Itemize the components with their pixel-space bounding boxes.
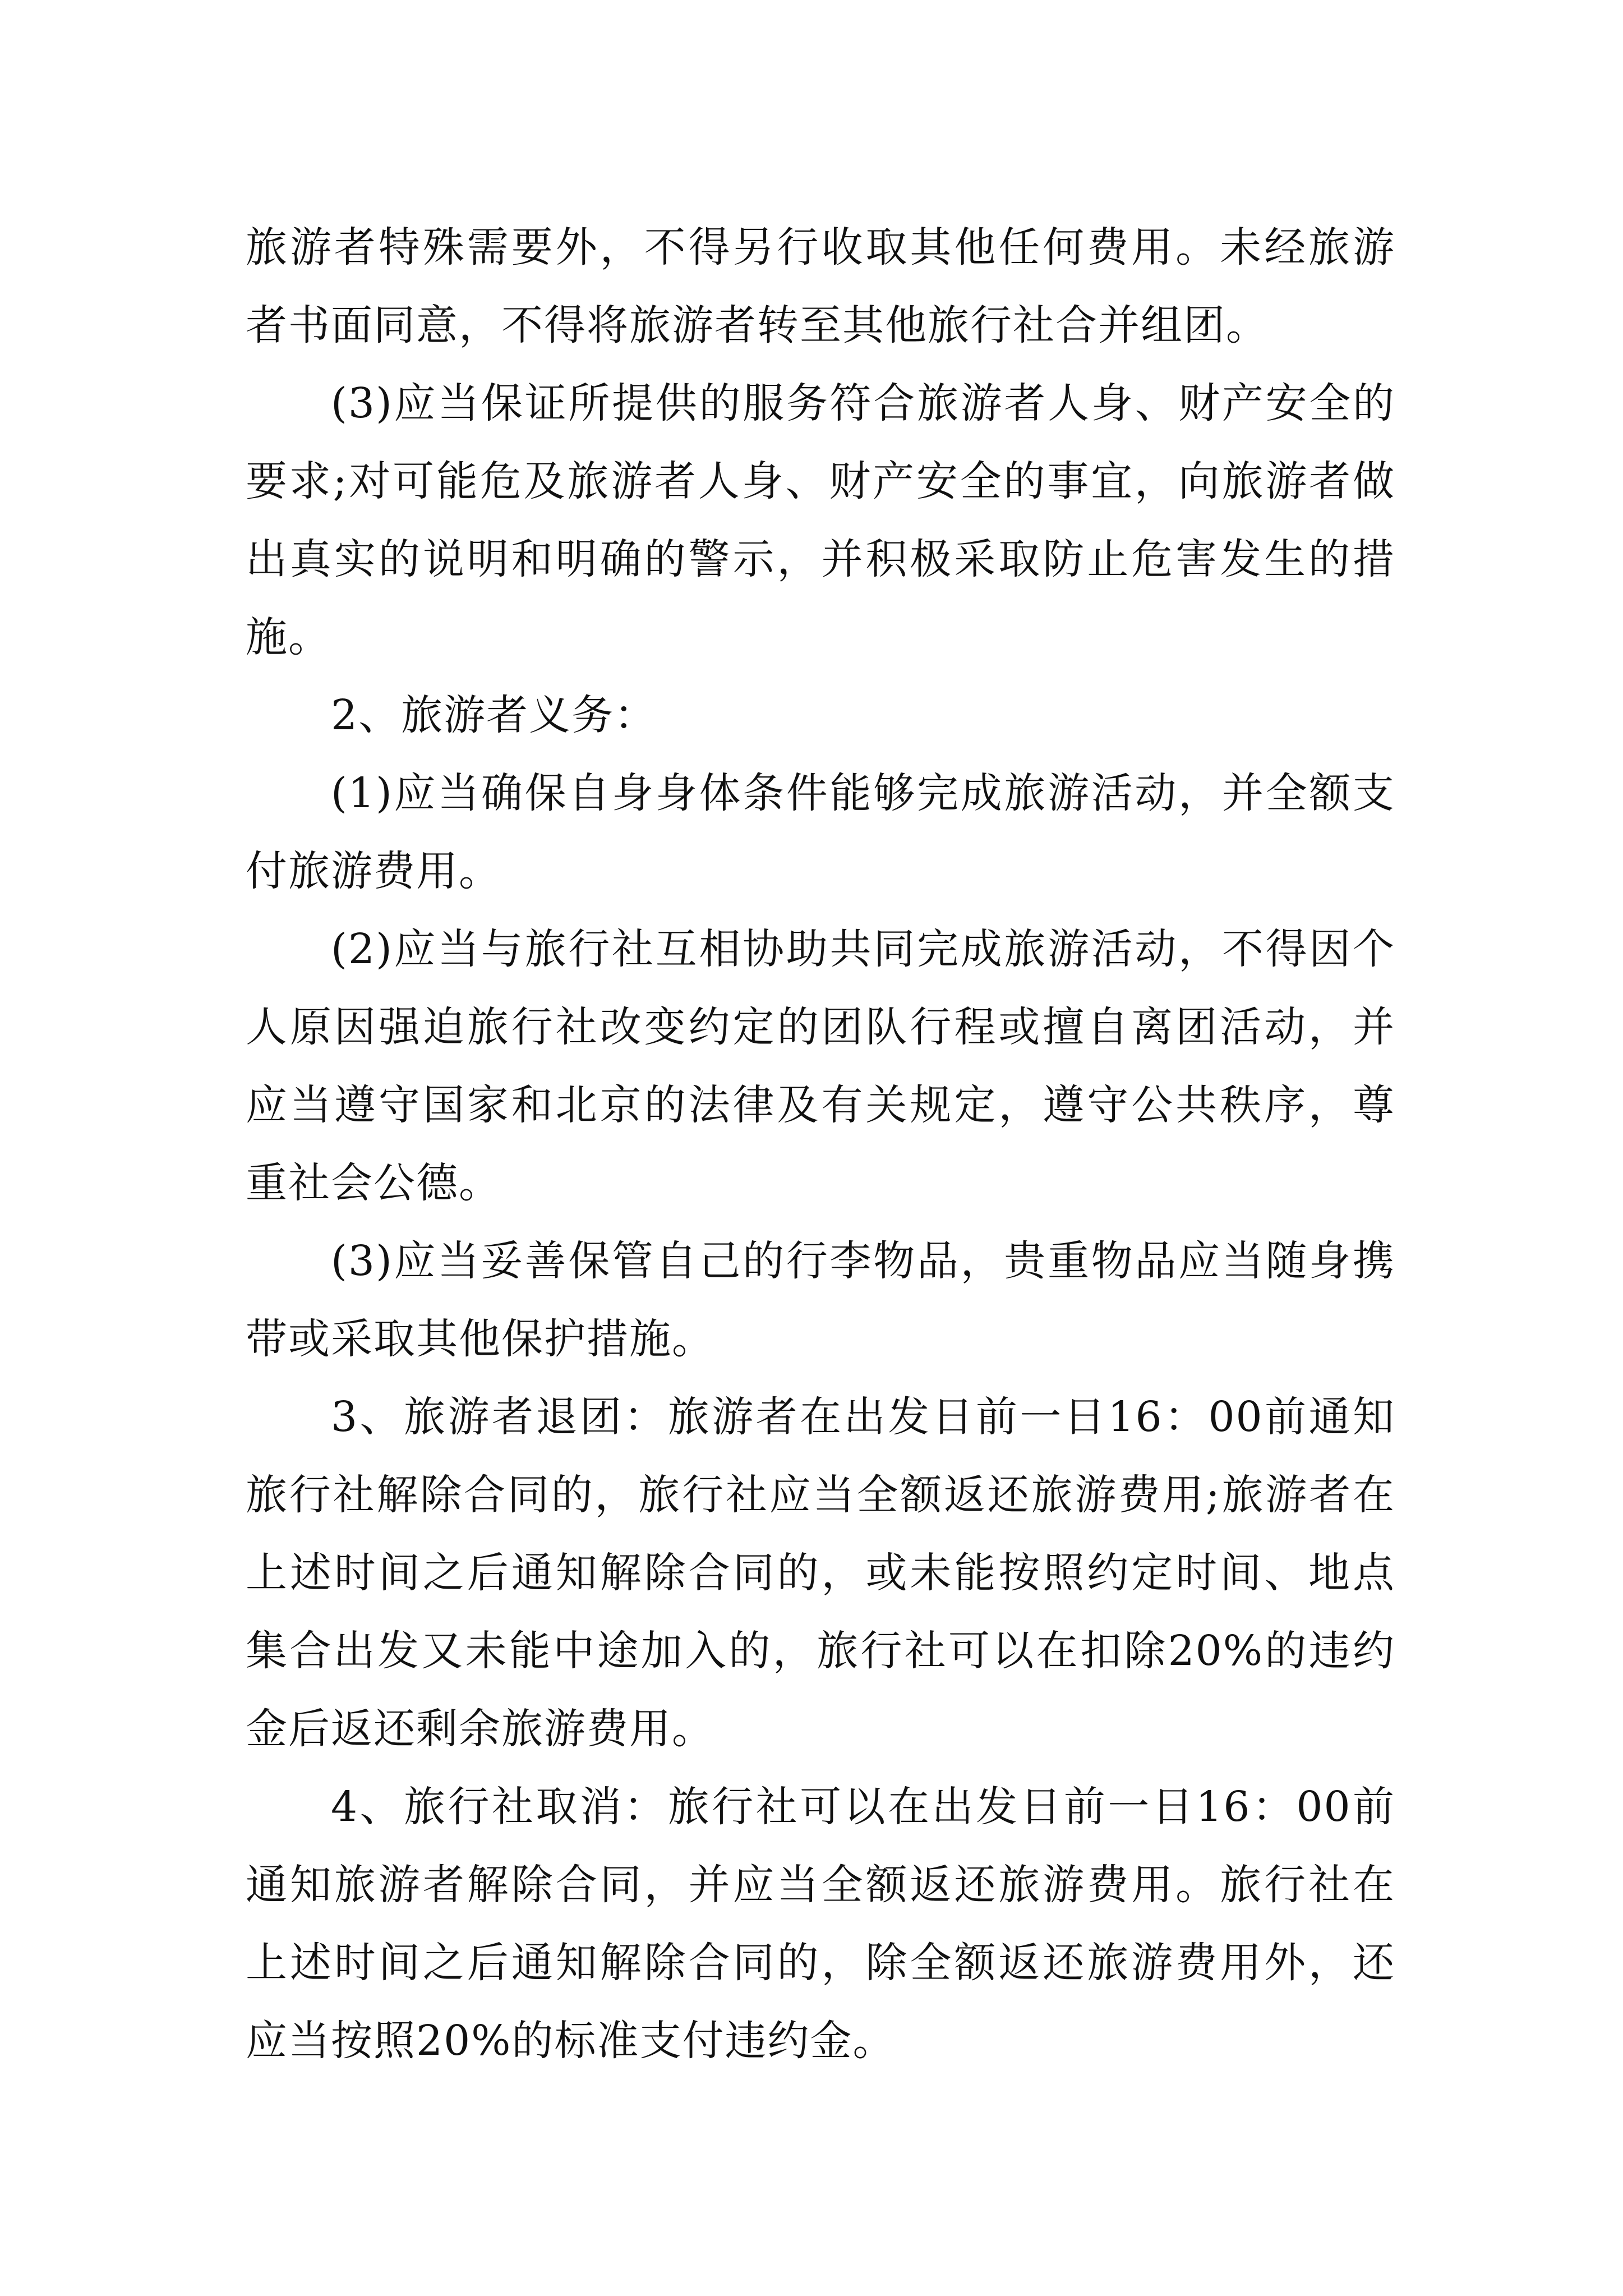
paragraph-tourist-duty-1: (1)应当确保自身身体条件能够完成旅游活动，并全额支付旅游费用。 [246,769,1395,895]
paragraph-agency-safety-duty: (3)应当保证所提供的服务符合旅游者人身、财产安全的要求;对可能危及旅游者人身、财产安全的事宜，向旅游者做出真实的说明和明确的警示，并积极采取防止危害发生的措施。 [246,379,1395,661]
paragraph-tourist-withdrawal: 3、旅游者退团：旅游者在出发日前一日16：00前通知旅行社解除合同的，旅行社应当全额返还旅游费用;旅游者在上述时间之后通知解除合同的，或未能按照约定时间、地点集合出发又未能中途加入的，旅行社可以在扣除20%的违约金后返还剩余旅游费用。 [246,1393,1395,1753]
paragraph-agency-cancellation: 4、旅行社取消：旅行社可以在出发日前一日16：00前通知旅游者解除合同，并应当全额返还旅游费用。旅行社在上述时间之后通知解除合同的，除全额返还旅游费用外，还应当按照20%的标准支付违约金。 [246,1783,1395,2065]
paragraph-tourist-duty-2: (2)应当与旅行社互相协助共同完成旅游活动，不得因个人原因强迫旅行社改变约定的团队行程或擅自离团活动，并应当遵守国家和北京的法律及有关规定，遵守公共秩序，尊重社会公德。 [246,925,1395,1207]
paragraph-continuation: 旅游者特殊需要外，不得另行收取其他任何费用。未经旅游者书面同意，不得将旅游者转至其他旅行社合并组团。 [246,223,1395,349]
paragraph-tourist-duty-3: (3)应当妥善保管自己的行李物品，贵重物品应当随身携带或采取其他保护措施。 [246,1237,1395,1363]
paragraph-tourist-duties-heading: 2、旅游者义务： [331,691,657,739]
document-body [246,209,1395,2080]
